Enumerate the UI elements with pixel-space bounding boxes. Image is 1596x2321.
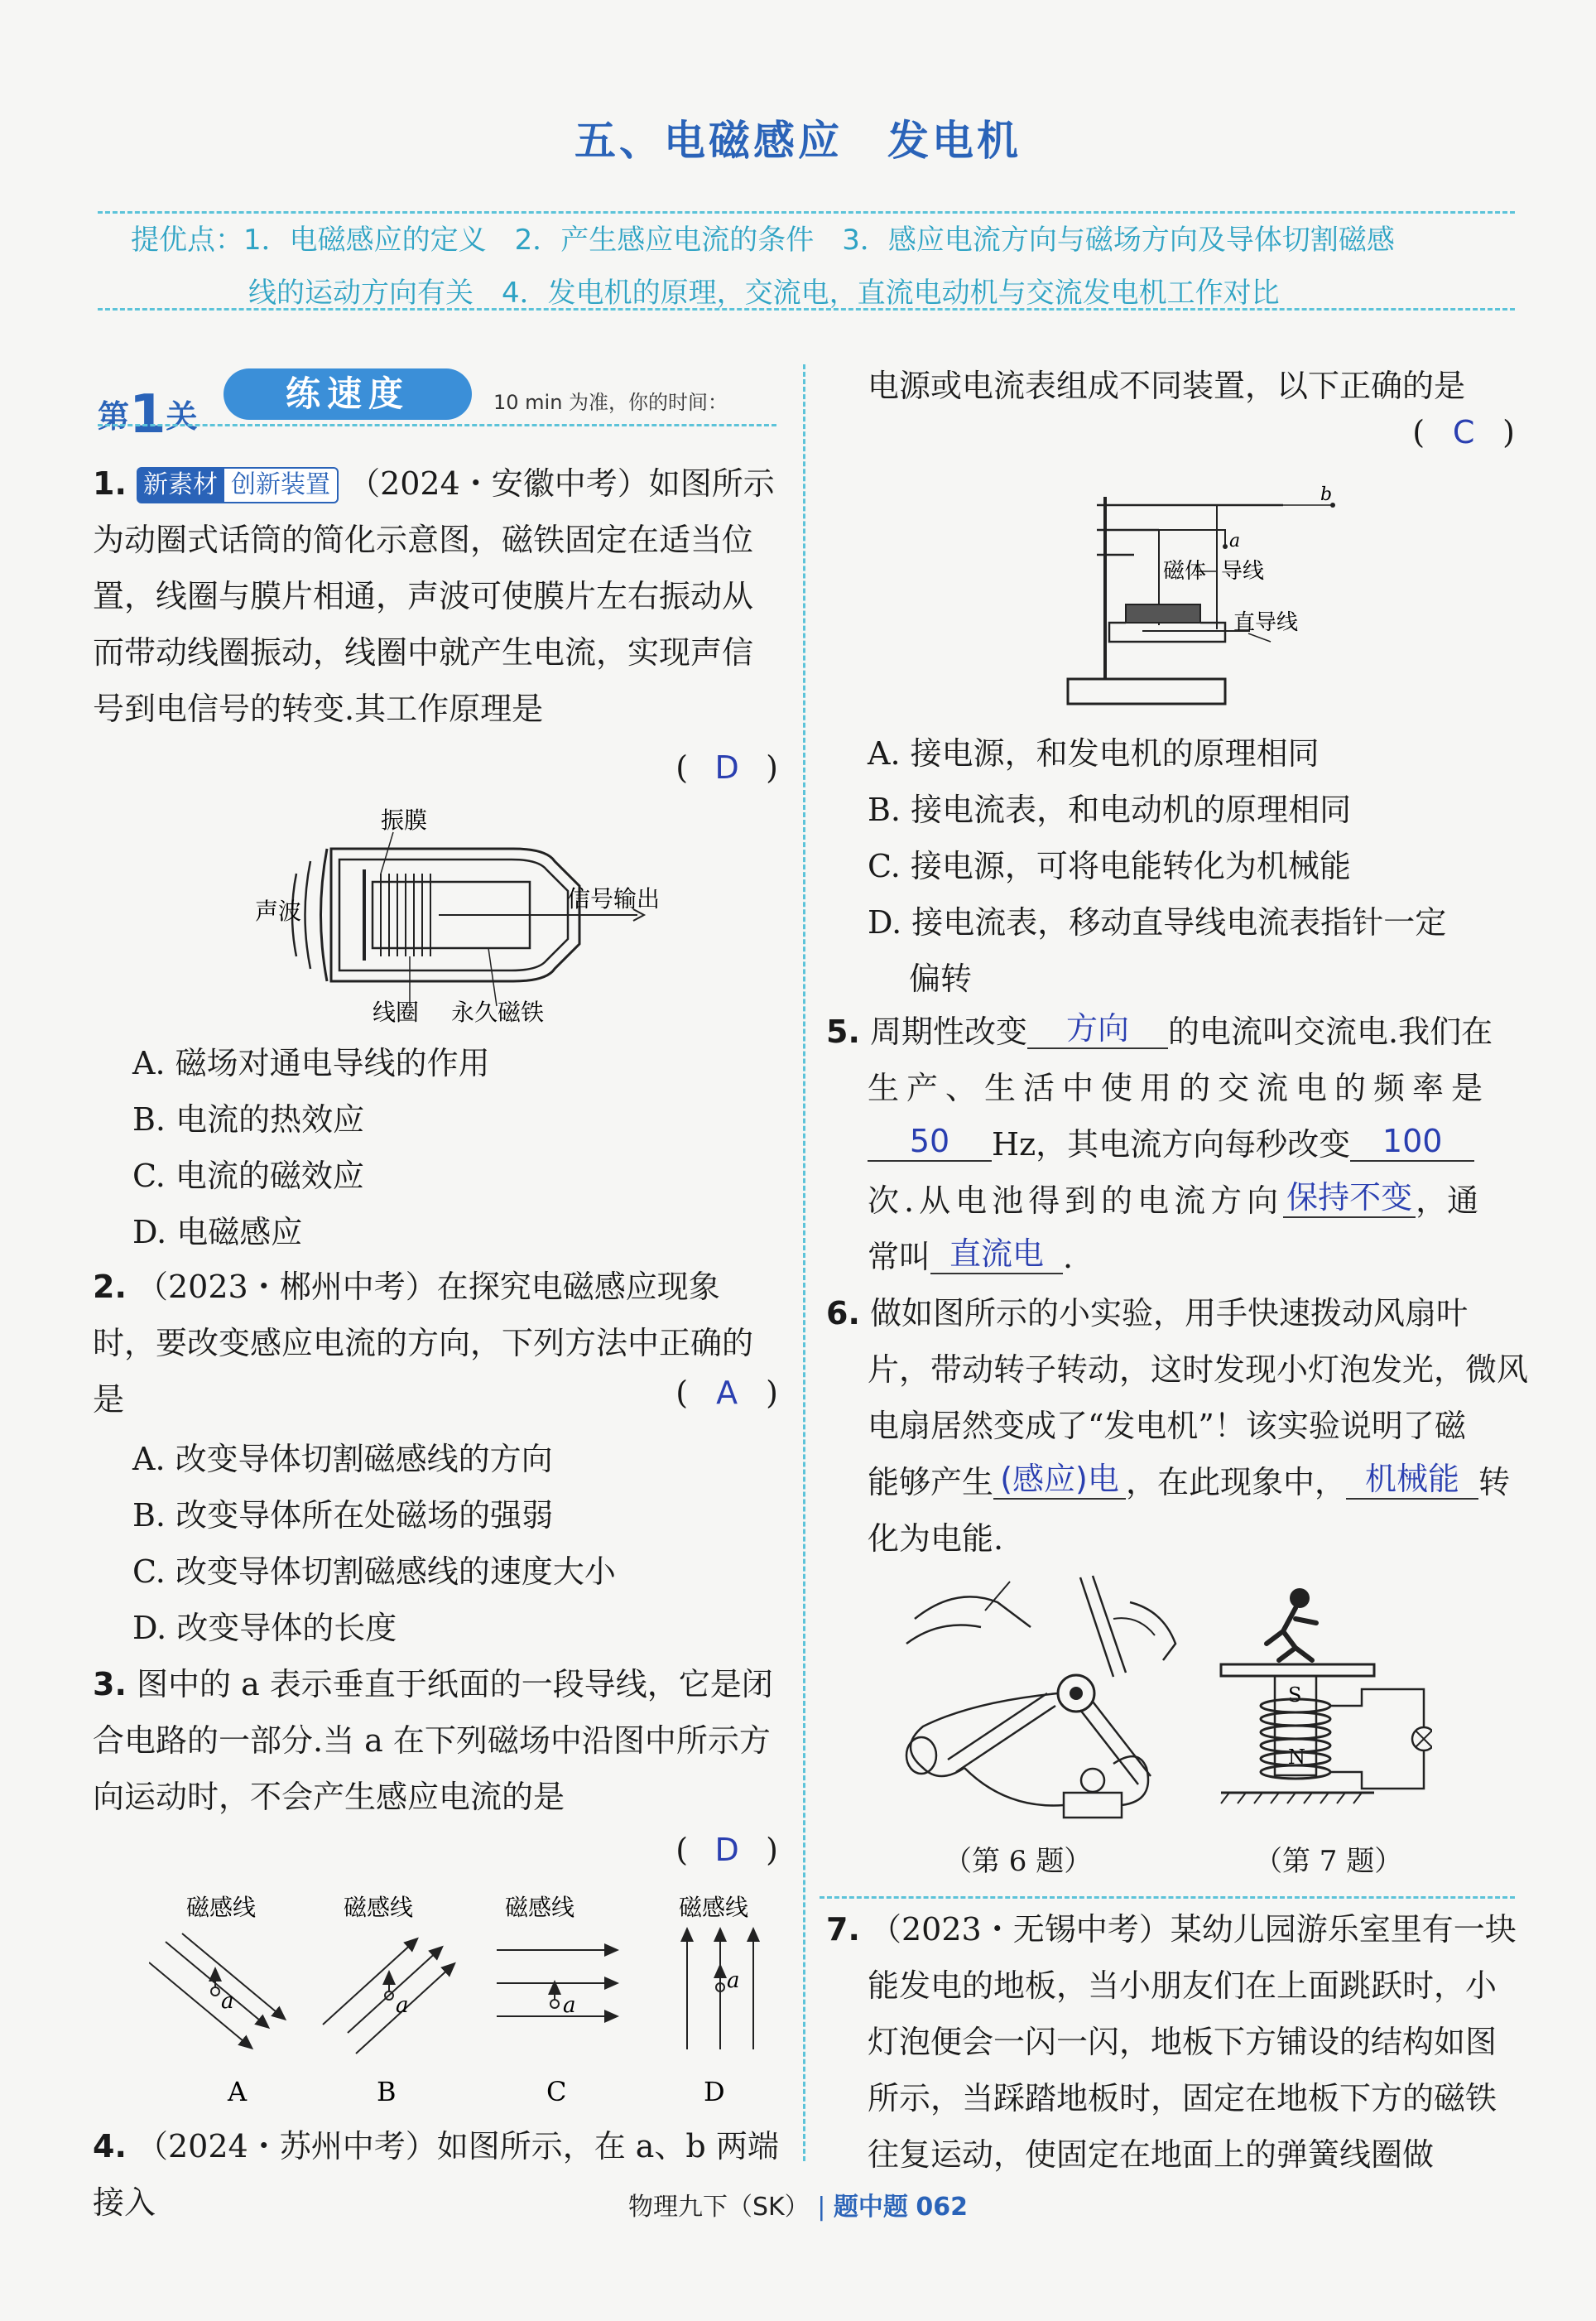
stage-name-badge: 练速度 <box>224 368 472 420</box>
q1-label-magnet: 永久磁铁 <box>451 999 545 1026</box>
q6-line-1: 做如图所示的小实验，用手快速拨动风扇叶 <box>869 1295 1468 1331</box>
q7-floor-figure <box>1217 1582 1432 1830</box>
q4-stem-continued: 电源或电流表组成不同装置，以下正确的是 <box>868 368 1466 404</box>
footer-book: 物理九下（SK） <box>627 2193 810 2222</box>
question-6 <box>826 1285 1530 1567</box>
q3-stem: 图中的 a 表示垂直于纸面的一段导线，它是闭合电路的一部分.当 a 在下列磁场中沿图中所示方向运动时，不会产生感应电流的是 <box>93 1666 773 1815</box>
q5-blank-3: 100 <box>1350 1122 1474 1162</box>
q1-stem: （2024・安徽中考）如图所示为动圈式话筒的简化示意图，磁铁固定在适当位置，线圈与膜片相通，声波可使膜片左右振动从而带动线圈振动，线圈中就产生电流，实现声信号到电信号的转变.其工作原理是 <box>93 465 775 727</box>
q2-option-a: A. 改变导体切割磁感线的方向 <box>132 1441 553 1477</box>
page-footer <box>0 2186 1596 2222</box>
q1-tag-new-material: 新素材 <box>137 467 224 503</box>
q6-line-4b: ，在此现象中， <box>1126 1464 1347 1500</box>
q2-option-b: B. 改变导体所在处磁场的强弱 <box>132 1497 554 1534</box>
q5-text-2: 的电流叫交流电.我们在 <box>1168 1014 1493 1050</box>
q4-option-b: B. 接电流表，和电动机的原理相同 <box>868 792 1352 828</box>
page-title: 五、电磁感应 发电机 <box>574 117 1022 165</box>
footer-separator: | <box>817 2193 826 2222</box>
q5-text-6: ，通 <box>1416 1182 1479 1219</box>
column-divider <box>803 364 805 2161</box>
q4-options <box>868 725 1530 1007</box>
q4-label-straight-wire: 直导线 <box>1233 610 1299 635</box>
q1-option-b: B. 电流的热效应 <box>132 1101 365 1138</box>
q2-answer-box: ( A ) <box>675 1375 778 1411</box>
question-3 <box>93 1656 780 1825</box>
q1-option-d: D. 电磁感应 <box>132 1214 303 1250</box>
q2-option-c: C. 改变导体切割磁感线的速度大小 <box>132 1553 616 1590</box>
q5-blank-5: 直流电 <box>930 1235 1063 1274</box>
q6-line-3: 电扇居然变成了“发电机”！该实验说明了磁 <box>868 1408 1466 1444</box>
q2-option-d: D. 改变导体的长度 <box>132 1610 397 1646</box>
q3-answer: D <box>714 1832 739 1868</box>
q7-line-5: 往复运动，使固定在地面上的弹簧线圈做 <box>868 2136 1435 2173</box>
q4-answer-box: ( C ) <box>1412 414 1515 450</box>
q4-option-a: A. 接电源，和发电机的原理相同 <box>868 735 1320 772</box>
q4-apparatus-figure <box>1060 480 1341 720</box>
q6-line-4c: 转 <box>1478 1464 1511 1500</box>
divider-bottom <box>98 308 1515 311</box>
q2-options <box>132 1431 778 1656</box>
q4-option-c: C. 接电源，可将电能转化为机械能 <box>868 848 1351 884</box>
q3-field-c <box>497 1894 613 2107</box>
q6-line-2: 片，带动转子转动，这时发现小灯泡发光，微风 <box>868 1351 1529 1388</box>
q4-option-d: D. 接电流表，移动直导线电流表指针一定 <box>868 904 1447 941</box>
q4-answer: C <box>1452 414 1475 450</box>
q3-choice-a: A <box>228 2076 248 2107</box>
key-points-line2: 线的运动方向有关 4．发电机的原理，交流电，直流电动机与交流发电机工作对比 <box>248 277 1280 310</box>
q3-answer-box: ( D ) <box>675 1832 778 1868</box>
q7-line-2: 能发电的地板，当小朋友们在上面跳跃时，小 <box>868 1967 1497 2004</box>
q3-choice-d: D <box>704 2076 725 2107</box>
q7-line-1: （2023・无锡中考）某幼儿园游乐室里有一块 <box>869 1911 1517 1948</box>
stage-time-note: 10 min 为准，你的时间： <box>493 391 728 414</box>
q3-field-a <box>149 1894 281 2107</box>
q2-stem: （2023・郴州中考）在探究电磁感应现象时，要改变感应电流的方向，下列方法中正确的是 <box>93 1269 754 1418</box>
q4-number: 4. <box>93 2128 127 2165</box>
q4-label-magnet: 磁体 <box>1163 559 1207 584</box>
q6-blank-1: (感应)电 <box>993 1460 1126 1500</box>
q3-choice-c: C <box>546 2076 567 2107</box>
q1-answer-box: ( D ) <box>675 749 778 786</box>
question-5 <box>826 1004 1530 1285</box>
q7-line-3: 灯泡便会一闪一闪，地板下方铺设的结构如图 <box>868 2024 1497 2060</box>
footer-page-number: 062 <box>916 2193 969 2222</box>
q5-blank-4: 保持不变 <box>1283 1178 1416 1218</box>
q3-b-field-label: 磁感线 <box>344 1894 414 1921</box>
q1-option-c: C. 电流的磁效应 <box>132 1158 364 1194</box>
q1-label-membrane: 振膜 <box>381 807 428 834</box>
q3-d-wire-label: a <box>727 1968 740 1993</box>
q6-figure-caption: （第 6 题） <box>944 1845 1093 1878</box>
q3-a-wire-label: a <box>221 1989 234 2014</box>
q4-option-d-cont: 偏转 <box>909 961 973 997</box>
q4-label-wire: 导线 <box>1221 559 1265 584</box>
q1-option-a: A. 磁场对通电导线的作用 <box>132 1045 490 1081</box>
q3-field-b <box>323 1894 451 2107</box>
footer-series: 题中题 <box>833 2193 908 2222</box>
question-1 <box>93 455 780 737</box>
q2-number: 2. <box>93 1269 127 1305</box>
q4-label-a: a <box>1229 531 1241 551</box>
q7-number: 7. <box>826 1911 860 1948</box>
q5-text-5: 次.从电池得到的电流方向 <box>868 1182 1284 1219</box>
q6-blank-2: 机械能 <box>1346 1460 1478 1500</box>
q7-pole-s: S <box>1288 1683 1302 1707</box>
q5-text-7: 常叫 <box>868 1239 931 1275</box>
q3-d-field-label: 磁感线 <box>679 1894 749 1921</box>
q1-label-coil: 线圈 <box>373 999 420 1026</box>
q3-a-field-label: 磁感线 <box>186 1894 257 1921</box>
q5-blank-2: 50 <box>868 1122 992 1162</box>
q1-tag-innovation: 创新装置 <box>224 467 339 503</box>
q3-field-figures <box>149 1884 795 2107</box>
q5-number: 5. <box>826 1014 860 1050</box>
q5-text-4: Hz，其电流方向每秒改变 <box>992 1126 1351 1163</box>
q5-text-8: . <box>1063 1239 1074 1275</box>
q4-label-b: b <box>1320 484 1333 505</box>
q6-number: 6. <box>826 1295 860 1331</box>
stage-number <box>98 379 198 445</box>
q1-number: 1. <box>93 465 127 502</box>
q7-pole-n: N <box>1288 1746 1305 1769</box>
stage-underline <box>98 424 776 426</box>
q4-stem-start: （2024・苏州中考）如图所示，在 a、b 两端接入 <box>93 2128 779 2221</box>
q6-line-4a: 能够产生 <box>868 1464 994 1500</box>
question-7 <box>826 1901 1530 2183</box>
q1-label-wave: 声波 <box>255 898 302 925</box>
q1-label-output: 信号输出 <box>567 885 661 913</box>
q7-separator <box>820 1896 1515 1899</box>
q3-c-field-label: 磁感线 <box>505 1894 575 1921</box>
q2-answer: A <box>716 1375 738 1411</box>
q3-b-wire-label: a <box>396 1993 409 2018</box>
stage-suffix: 关 <box>166 398 198 435</box>
stage-header <box>98 364 785 445</box>
q3-field-d <box>679 1894 753 2107</box>
q5-text-3: 生产、生活中使用的交流电的频率是 <box>868 1070 1491 1106</box>
q1-answer: D <box>714 749 739 786</box>
q7-figure-caption: （第 7 题） <box>1254 1845 1403 1878</box>
q3-choice-b: B <box>377 2076 397 2107</box>
key-points <box>131 214 1505 320</box>
q5-text-1: 周期性改变 <box>869 1014 1027 1050</box>
q3-number: 3. <box>93 1666 127 1702</box>
q5-blank-1: 方向 <box>1027 1009 1168 1049</box>
stage-prefix: 第 <box>98 398 130 435</box>
q1-options <box>132 1035 778 1260</box>
q6-line-5: 化为电能. <box>868 1520 1004 1557</box>
q6-fan-figure <box>890 1569 1188 1834</box>
stage-digit: 1 <box>129 384 166 445</box>
q3-c-wire-label: a <box>563 1993 576 2018</box>
key-points-line1: 提优点：1．电磁感应的定义 2．产生感应电流的条件 3．感应电流方向与磁场方向及导体切割磁感 <box>131 224 1395 257</box>
q1-microphone-figure <box>248 803 679 1027</box>
q7-line-4: 所示，当踩踏地板时，固定在地板下方的磁铁 <box>868 2080 1497 2116</box>
